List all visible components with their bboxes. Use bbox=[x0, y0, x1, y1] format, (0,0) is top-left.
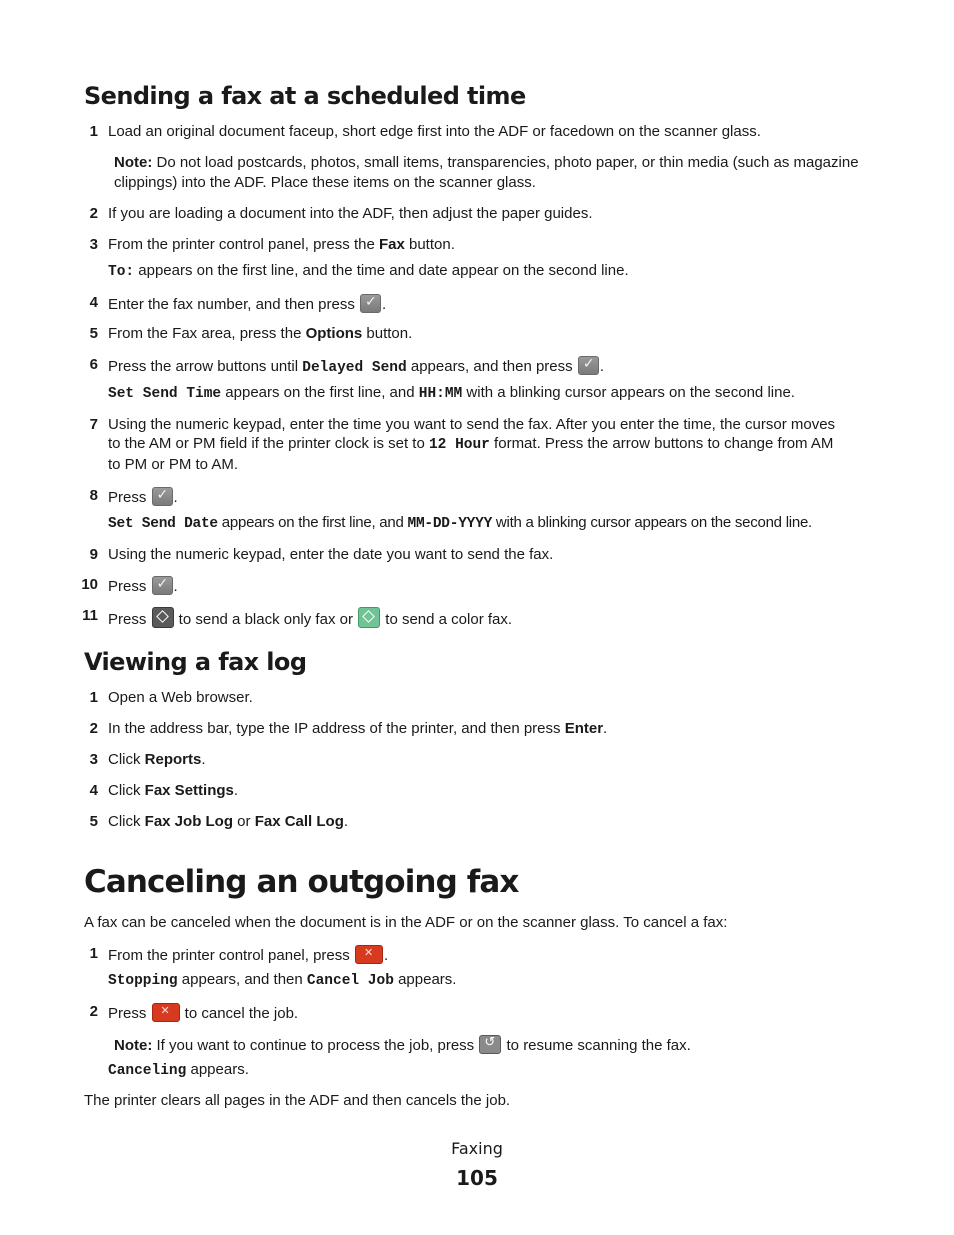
note-text-continued: clippings) into the ADF. Place these items on the scanner glass. bbox=[114, 174, 536, 191]
step-text-pre: to the AM or PM field if the printer clock is set to bbox=[108, 435, 429, 452]
subtext: appears. bbox=[393, 971, 457, 988]
step-text-post: . bbox=[382, 296, 387, 313]
step-text bbox=[108, 294, 386, 313]
step-text: If you are loading a document into the ADF, then adjust the paper guides. bbox=[108, 205, 593, 222]
step-number: 10 bbox=[81, 576, 98, 593]
display-message: To: bbox=[108, 264, 135, 280]
section-heading-fax-log: Viewing a fax log bbox=[84, 648, 307, 676]
step-text-pre: Press bbox=[108, 578, 151, 595]
note-label: Note: bbox=[114, 154, 153, 171]
step-text: Using the numeric keypad, enter the date you want to send the fax. bbox=[108, 546, 554, 563]
step-number: 9 bbox=[89, 546, 98, 563]
display-message: MM-DD-YYYY bbox=[407, 516, 493, 532]
subtext: appears on the first line, and bbox=[221, 384, 419, 401]
check-button-icon bbox=[152, 576, 173, 595]
note-text: Do not load postcards, photos, small items, transparencies, photo paper, or thin media (such as magazine bbox=[152, 154, 859, 171]
step-number: 1 bbox=[89, 123, 98, 140]
subtext: appears. bbox=[186, 1061, 249, 1078]
step-text bbox=[108, 236, 455, 253]
resume-button-icon bbox=[479, 1035, 501, 1054]
subtext: with a blinking cursor appears on the second line. bbox=[462, 384, 795, 401]
step-text-pre: From the printer control panel, press the bbox=[108, 236, 379, 253]
step-number: 4 bbox=[89, 782, 98, 799]
fax-job-log-label: Fax Job Log bbox=[144, 813, 234, 830]
subtext: with a blinking cursor appears on the second line. bbox=[492, 514, 812, 531]
subtext: appears on the first line, and bbox=[217, 514, 408, 531]
display-message: 12 Hour bbox=[428, 437, 490, 453]
step-text bbox=[108, 356, 604, 376]
step-text-line: to PM or PM to AM. bbox=[108, 456, 239, 473]
step-text bbox=[108, 1003, 298, 1022]
step-number: 1 bbox=[89, 689, 98, 706]
options-button-label: Options bbox=[305, 325, 363, 342]
fax-button-label: Fax bbox=[378, 236, 405, 253]
step-text: Load an original document faceup, short edge first into the ADF or facedown on the scanner glass. bbox=[108, 123, 761, 140]
step-text-pre: From the printer control panel, press bbox=[108, 947, 354, 964]
step-text bbox=[108, 751, 206, 768]
closing-paragraph: The printer clears all pages in the ADF and then cancels the job. bbox=[84, 1092, 511, 1109]
step-number: 5 bbox=[89, 813, 98, 830]
step-number: 7 bbox=[89, 416, 98, 433]
step-text-post: . bbox=[201, 751, 206, 768]
step-text-post: . bbox=[599, 358, 604, 375]
step-text-post: button. bbox=[362, 325, 413, 342]
step-text-post: to send a color fax. bbox=[381, 611, 513, 628]
step-text bbox=[108, 487, 178, 506]
step-number: 5 bbox=[89, 325, 98, 342]
note-text: If you want to continue to process the job, press bbox=[152, 1037, 479, 1054]
black-start-button-icon bbox=[152, 607, 174, 628]
step-text-pre: In the address bar, type the IP address of the printer, and then press bbox=[108, 720, 565, 737]
step-number: 11 bbox=[82, 607, 98, 624]
note-text: to resume scanning the fax. bbox=[502, 1037, 691, 1054]
subtext: appears, and then bbox=[177, 971, 307, 988]
step-text bbox=[108, 945, 388, 964]
display-message: Stopping bbox=[108, 973, 178, 989]
step-subtext bbox=[108, 262, 629, 280]
step-text-post: to cancel the job. bbox=[180, 1005, 299, 1022]
step-number: 3 bbox=[89, 751, 98, 768]
page-number: 105 bbox=[456, 1166, 498, 1190]
check-button-icon bbox=[360, 294, 381, 313]
step-number: 2 bbox=[89, 1003, 98, 1020]
step-text-pre: Click bbox=[108, 813, 145, 830]
step-text-pre: Press bbox=[108, 489, 151, 506]
step-text-pre: Press the arrow buttons until bbox=[108, 358, 303, 375]
step-text-post: . bbox=[343, 813, 349, 830]
step-text-pre: Click bbox=[108, 782, 145, 799]
step-text-pre: Press bbox=[108, 611, 151, 628]
step-number: 6 bbox=[89, 356, 98, 373]
step-number: 8 bbox=[89, 487, 98, 504]
color-start-button-icon bbox=[358, 607, 380, 628]
display-message: HH:MM bbox=[418, 386, 463, 402]
step-subtext bbox=[108, 514, 812, 532]
step-text-post: format. Press the arrow buttons to change from AM bbox=[489, 435, 834, 452]
step-text: Open a Web browser. bbox=[108, 689, 253, 706]
intro-paragraph: A fax can be canceled when the document is in the ADF or on the scanner glass. To cancel a fax: bbox=[84, 914, 728, 931]
step-subtext bbox=[108, 384, 795, 402]
step-number: 2 bbox=[89, 205, 98, 222]
step-text-pre: Click bbox=[108, 751, 145, 768]
step-text bbox=[108, 813, 348, 830]
step-text-post: button. bbox=[404, 236, 455, 253]
display-message: Cancel Job bbox=[306, 973, 394, 989]
note-line bbox=[114, 154, 859, 171]
step-text bbox=[108, 576, 178, 595]
step-text-pre: From the Fax area, press the bbox=[108, 325, 306, 342]
step-number: 4 bbox=[89, 294, 98, 311]
reports-label: Reports bbox=[144, 751, 202, 768]
step-text-line bbox=[108, 435, 833, 453]
step-number: 2 bbox=[89, 720, 98, 737]
step-text bbox=[108, 325, 412, 342]
fax-call-log-label: Fax Call Log bbox=[254, 813, 344, 830]
step-text-post: . bbox=[603, 720, 608, 737]
step-text bbox=[108, 782, 238, 799]
step-text-mid: or bbox=[233, 813, 255, 830]
note-label: Note: bbox=[114, 1037, 153, 1054]
step-subtext bbox=[108, 971, 456, 989]
step-text-pre: Enter the fax number, and then press bbox=[108, 296, 359, 313]
display-message: Delayed Send bbox=[302, 360, 407, 376]
step-text-post: . bbox=[173, 578, 178, 595]
diamond-icon bbox=[156, 610, 169, 623]
display-message: Set Send Time bbox=[108, 386, 222, 402]
note-line bbox=[114, 1035, 691, 1054]
step-text-mid: to send a black only fax or bbox=[174, 611, 358, 628]
step-text-mid: appears, and then press bbox=[406, 358, 577, 375]
check-button-icon bbox=[152, 487, 173, 506]
section-heading-cancel-fax: Canceling an outgoing fax bbox=[84, 864, 519, 900]
step-number: 3 bbox=[89, 236, 98, 253]
stop-cancel-button-icon bbox=[152, 1003, 180, 1022]
step-text-pre: Press bbox=[108, 1005, 151, 1022]
fax-settings-label: Fax Settings bbox=[144, 782, 234, 799]
display-message: Canceling bbox=[108, 1063, 187, 1079]
check-button-icon bbox=[578, 356, 599, 375]
step-text bbox=[108, 607, 512, 628]
step-subtext bbox=[108, 1061, 249, 1079]
display-message: Set Send Date bbox=[108, 516, 218, 532]
step-number: 1 bbox=[89, 945, 98, 962]
stop-cancel-button-icon bbox=[355, 945, 383, 964]
step-text-post: . bbox=[383, 947, 389, 964]
section-heading-scheduled-fax: Sending a fax at a scheduled time bbox=[84, 82, 526, 110]
step-text-post: . bbox=[233, 782, 239, 799]
footer-chapter-label: Faxing bbox=[451, 1139, 503, 1158]
diamond-icon bbox=[362, 610, 375, 623]
step-text-post: . bbox=[173, 489, 178, 506]
enter-key-label: Enter bbox=[564, 720, 604, 737]
subtext: appears on the first line, and the time and date appear on the second line. bbox=[134, 262, 629, 279]
step-text bbox=[108, 720, 607, 737]
step-text: Using the numeric keypad, enter the time you want to send the fax. After you enter the time, the cursor moves bbox=[108, 416, 836, 433]
